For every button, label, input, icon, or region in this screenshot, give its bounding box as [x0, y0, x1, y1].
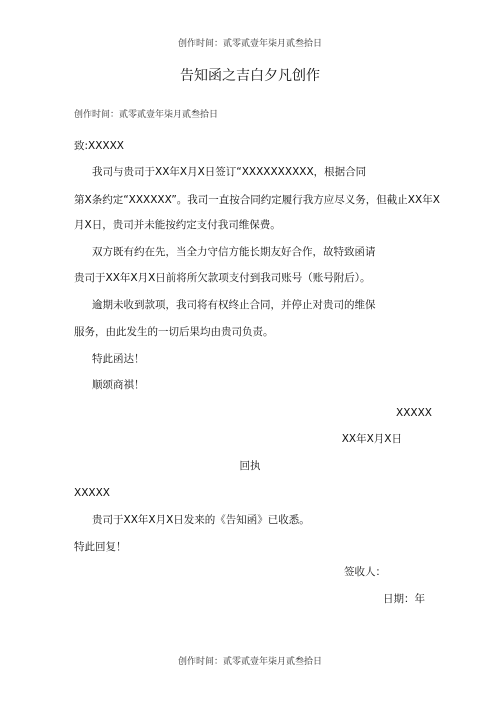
signature-label: 签收人： — [344, 566, 386, 578]
receipt-date-label: 日期：年 — [383, 593, 425, 605]
paragraph-3-line-2: 服务，由此发生的一切后果均由贵司负责。 — [74, 326, 274, 338]
addressee-line: 致:XXXXX — [74, 140, 125, 152]
paragraph-3-line-1: 逾期未收到款项，我司将有权终止合同，并停止对贵司的维保 — [92, 299, 376, 311]
header-creation-time: 创作时间：贰零贰壹年柒月贰叁拾日 — [177, 39, 322, 49]
receipt-addressee: XXXXX — [74, 487, 110, 499]
letter-date: XX年X月X日 — [341, 433, 402, 445]
receipt-closing: 特此回复！ — [74, 541, 127, 553]
paragraph-1-line-2: 第X条约定“XXXXXX”。我司一直按合同约定履行我方应尽义务，但截止XX年X — [74, 194, 440, 206]
paragraph-2-line-2: 贵司于XX年X月X日前将所欠款项支付到我司账号（账号附后）。 — [74, 272, 371, 284]
receipt-body: 贵司于XX年X月X日发来的《告知函》已收悉。 — [92, 514, 310, 526]
document-title: 告知函之吉白夕凡创作 — [180, 68, 320, 84]
paragraph-1-line-1: 我司与贵司于XX年X月X日签订“XXXXXXXXXX，根据合同 — [92, 166, 367, 178]
paragraph-2-line-1: 双方既有约在先，当全力守信方能长期友好合作，故特致函请 — [92, 246, 376, 258]
closing-line-2: 顺颂商祺！ — [92, 379, 145, 391]
receipt-heading: 回执 — [239, 460, 261, 472]
sender-name: XXXXX — [396, 407, 432, 419]
paragraph-1-line-3: 月X日，贵司并未能按约定支付我司维保费。 — [74, 219, 281, 231]
closing-line-1: 特此函达！ — [92, 353, 145, 365]
creation-time-subline: 创作时间：贰零贰壹年柒月贰叁拾日 — [74, 110, 219, 120]
footer-creation-time: 创作时间：贰零贰壹年柒月贰叁拾日 — [177, 657, 322, 667]
